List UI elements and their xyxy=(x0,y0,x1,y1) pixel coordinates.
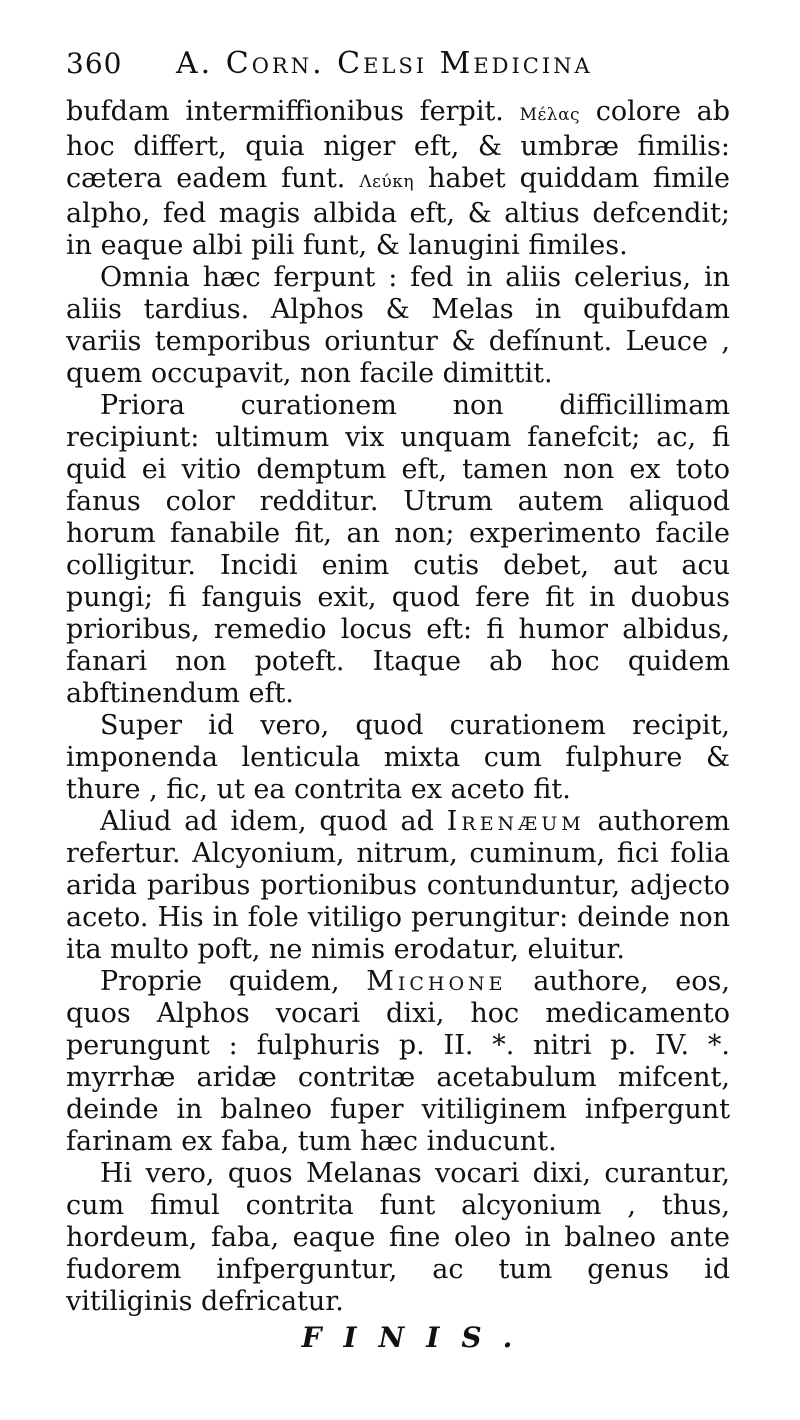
greek-term: Μέλας xyxy=(519,105,581,125)
paragraph-text: Aliud ad idem, quod ad xyxy=(100,806,447,837)
proper-name: Michone xyxy=(366,966,507,997)
paragraph-text: Hi vero, quos Melanas vocari dixi, curantur, cum fimul contrita funt alcyonium , thus, hordeum, faba, eaque fine oleo in balneo ante fudorem infperguntur, ac tum genus id vitiliginis defricatur. xyxy=(66,1158,730,1317)
paragraph xyxy=(66,390,730,710)
paragraph xyxy=(66,806,730,966)
paragraph xyxy=(66,1158,730,1318)
paragraph xyxy=(66,262,730,390)
finis-line: FINIS. xyxy=(301,1321,535,1354)
paragraph-text: Super id vero, quod curationem recipit, imponenda lenticula mixta cum fulphure & thure , fic, ut ea contrita ex aceto fit. xyxy=(66,710,730,805)
greek-term: Λεύκη xyxy=(359,172,415,192)
paragraph-text: Priora curationem non difficillimam recipiunt: ultimum vix unquam fanefcit; ac, fi quid ei vitio demptum eft, tamen non ex toto fanus color redditur. Utrum autem aliquod horum fanabile fit, an non; experimento facile colligitur. Incidi enim cutis debet, aut acu pungi; fi fanguis exit, quod fere fit in duobus prioribus, remedio locus eft: fi humor albidus, fanari non poteft. Itaque ab hoc quidem abftinendum eft. xyxy=(66,390,730,709)
paragraph xyxy=(66,710,730,806)
running-title: A. Corn. Celsi Medicina xyxy=(176,46,593,81)
paragraph-text: authorem refertur. Alcyonium, nitrum, cuminum, fici folia arida paribus portionibus contunduntur, adjecto aceto. His in fole vitiligo perungitur: deinde non ita multo poft, ne nimis erodatur, eluitur. xyxy=(66,806,730,965)
paragraph-text: habet quiddam fimile alpho, fed magis albida eft, & altius defcendit; in eaque albi pili funt, & lanugini fimiles. xyxy=(66,163,730,261)
paragraph-text: colore ab hoc differt, quia niger eft, & umbræ fimilis: cætera eadem funt. xyxy=(66,96,730,194)
page-number: 360 xyxy=(66,47,123,80)
paragraph-text: Omnia hæc ferpunt : fed in aliis celerius, in aliis tardius. Alphos & Melas in quibufdam variis temporibus oriuntur & defínunt. Leuce , quem occupavit, non facile dimittit. xyxy=(66,262,730,389)
proper-name: Irenæum xyxy=(446,806,585,837)
body-text xyxy=(66,96,730,1318)
paragraph xyxy=(66,966,730,1158)
paragraph-text: authore, eos, quos Alphos vocari dixi, hoc medicamento perungunt : fulphuris p. II. *. nitri p. IV. *. myrrhæ aridæ contritæ acetabulum mifcent, deinde in balneo fuper vitiliginem infpergunt farinam ex faba, tum hæc inducunt. xyxy=(66,966,730,1157)
paragraph xyxy=(66,96,730,262)
paragraph-text: Proprie quidem, xyxy=(100,966,367,997)
paragraph-text: bufdam intermiffionibus ferpit. xyxy=(66,96,520,127)
page-header xyxy=(66,48,730,96)
